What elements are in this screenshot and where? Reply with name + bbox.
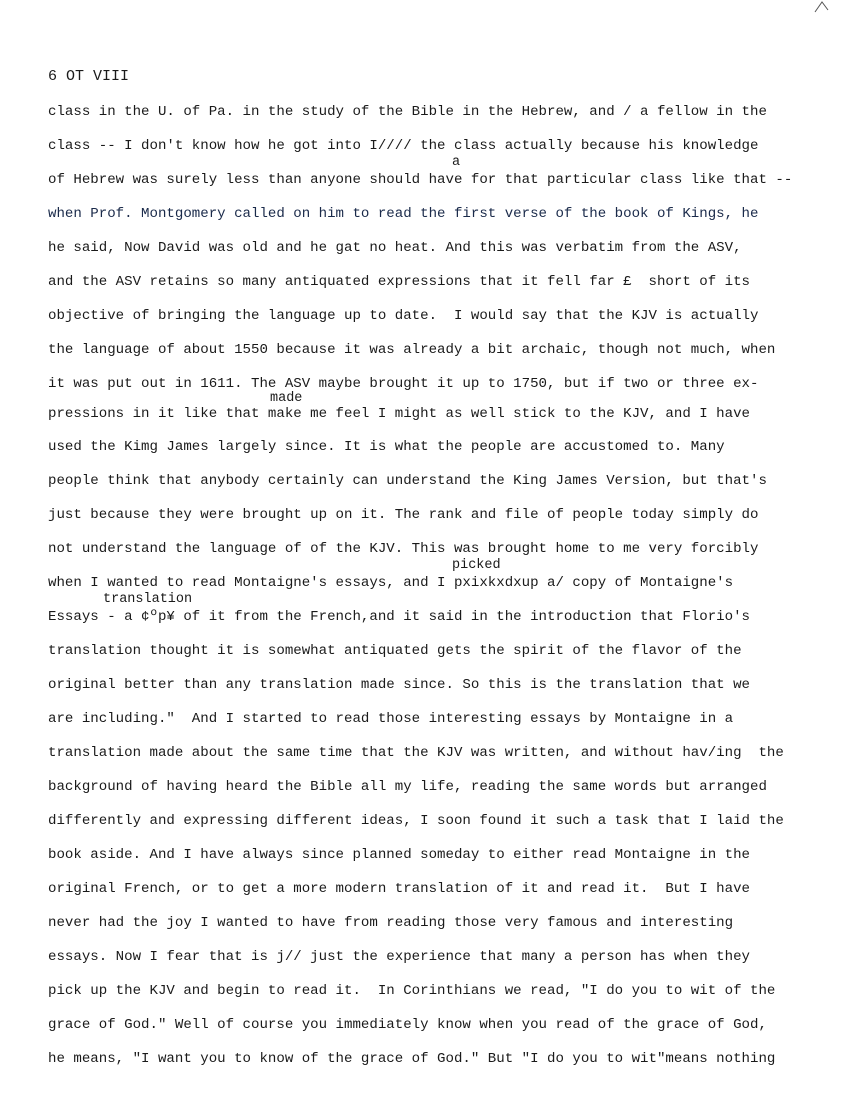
text-line: of Hebrew was surely less than anyone should have for that particular class like that -- [48,172,793,188]
text-line: when Prof. Montgomery called on him to read the first verse of the book of Kings, he [48,206,759,222]
text-line: grace of God." Well of course you immediately know when you read of the grace of God, [48,1017,767,1033]
text-line: and the ASV retains so many antiquated expressions that it fell far £ short of its [48,274,750,290]
text-line: used the Kimg James largely since. It is what the people are accustomed to. Many [48,439,725,455]
text-line: just because they were brought up on it. The rank and file of people today simply do [48,507,759,523]
text-line: the language of about 1550 because it was already a bit archaic, though not much, when [48,342,776,358]
text-line: pick up the KJV and begin to read it. In Corinthians we read, "I do you to wit of the [48,983,776,999]
text-line: people think that anybody certainly can understand the King James Version, but that's [48,473,767,489]
page-header: 6 OT VIII [48,68,130,85]
text-line: translation made about the same time that the KJV was written, and without hav/ing the [48,745,784,761]
text-line: original French, or to get a more modern translation of it and read it. But I have [48,881,750,897]
text-line: differently and expressing different ideas, I soon found it such a task that I laid the [48,813,784,829]
text-line: class -- I don't know how he got into I//// the class actually because his knowledge [48,138,759,154]
text-line: background of having heard the Bible all my life, reading the same words but arranged [48,779,767,795]
text-line: pressions in it like that make me feel I might as well stick to the KJV, and I have [48,406,750,422]
insertion-made: made [270,391,303,406]
insertion-a: a [452,155,461,170]
text-line: never had the joy I wanted to have from reading those very famous and interesting [48,915,734,931]
text-line: original better than any translation made since. So this is the translation that we [48,677,750,693]
text-line: book aside. And I have always since planned someday to either read Montaigne in the [48,847,750,863]
text-line: are including." And I started to read those interesting essays by Montaigne in a [48,711,734,727]
text-line: essays. Now I fear that is j// just the experience that many a person has when they [48,949,750,965]
text-line: he means, "I want you to know of the grace of God." But "I do you to wit"means nothing [48,1051,776,1067]
insertion-picked: picked [452,558,501,573]
text-line: translation thought it is somewhat antiquated gets the spirit of the flavor of the [48,643,742,659]
text-line: Essays - a ¢ºp¥ of it from the French,and it said in the introduction that Florio's [48,609,750,625]
text-line: he said, Now David was old and he gat no heat. And this was verbatim from the ASV, [48,240,742,256]
insertion-translation: translation [103,592,193,607]
text-line: it was put out in 1611. The ASV maybe brought it up to 1750, but if two or three ex- [48,376,759,392]
text-line: objective of bringing the language up to date. I would say that the KJV is actually [48,308,759,324]
text-line: when I wanted to read Montaigne's essays, and I pxixkxdxup a/ copy of Montaigne's [48,575,734,591]
text-line: class in the U. of Pa. in the study of the Bible in the Hebrew, and / a fellow in the [48,104,767,120]
text-line: not understand the language of of the KJV. This was brought home to me very forcibly [48,541,759,557]
corner-pen-mark [813,0,831,14]
